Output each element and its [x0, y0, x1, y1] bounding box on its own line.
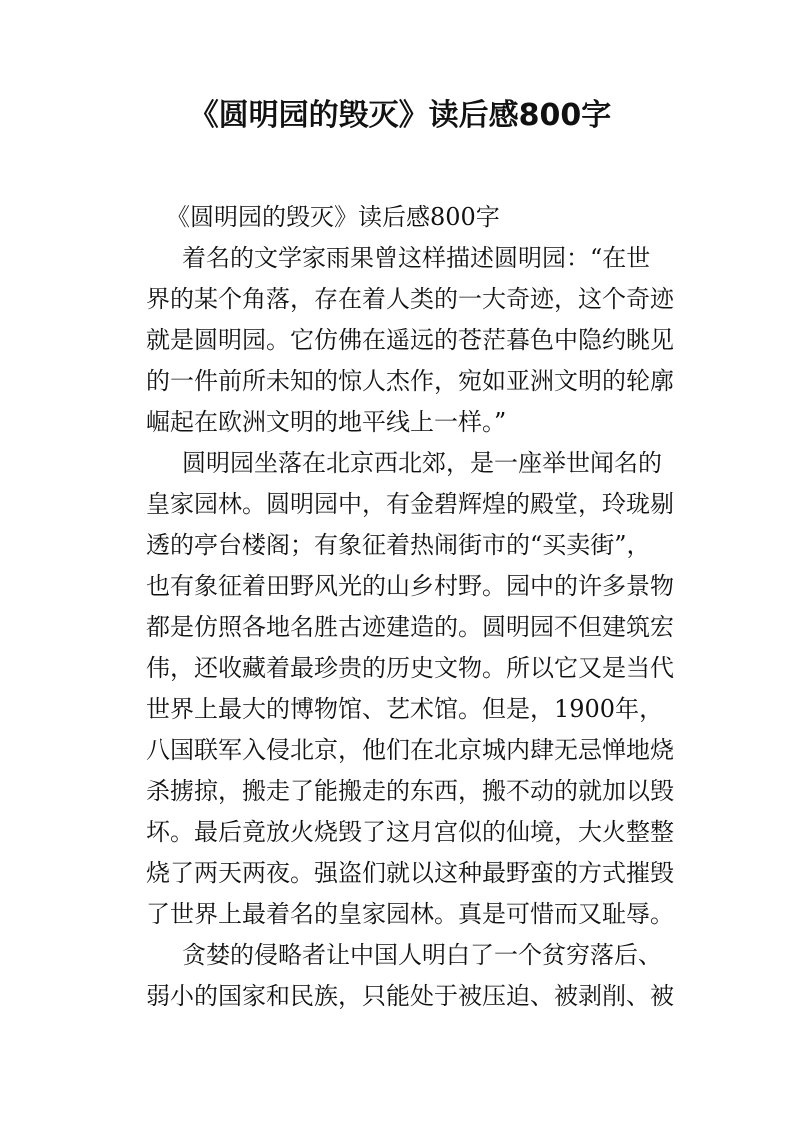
paragraph-line: 着名的文学家雨果曾这样描述圆明园：“在世: [182, 244, 651, 272]
paragraph-line: 世界上最大的博物馆、艺术馆。但是，1900年，: [146, 695, 664, 723]
paragraph-line: 弱小的国家和民族，只能处于被压迫、被剥削、被: [146, 982, 674, 1010]
paragraph-line: 坏。最后竟放火烧毁了这月宫似的仙境，大火整整: [146, 818, 674, 846]
paragraph-line: 界的某个角落，存在着人类的一大奇迹，这个奇迹: [146, 285, 674, 313]
paragraph-line: 透的亭台楼阁；有象征着热闹街市的“买卖街”，: [146, 531, 651, 559]
paragraph-line: 也有象征着田野风光的山乡村野。园中的许多景物: [146, 572, 674, 600]
paragraph-line: 杀掳掠，搬走了能搬走的东西，搬不动的就加以毁: [146, 777, 674, 805]
paragraph-line: 皇家园林。圆明园中，有金碧辉煌的殿堂，玲珑剔: [146, 490, 674, 518]
paragraph-line: 都是仿照各地名胜古迹建造的。圆明园不但建筑宏: [146, 613, 674, 641]
paragraph-line: 八国联军入侵北京，他们在北京城内肆无忌惮地烧: [146, 736, 674, 764]
paragraph-line: 的一件前所未知的惊人杰作，宛如亚洲文明的轮廓: [146, 367, 674, 395]
paragraph-line: 了世界上最着名的皇家园林。真是可惜而又耻辱。: [146, 900, 674, 928]
paragraph-line: 伟，还收藏着最珍贵的历史文物。所以它又是当代: [146, 654, 674, 682]
document-body: [146, 197, 674, 1017]
paragraph-line: 崛起在欧洲文明的地平线上一样。”: [146, 408, 507, 436]
paragraph-line: 就是圆明园。它仿佛在遥远的苍茫暮色中隐约眺见: [146, 326, 674, 354]
paragraph-line: 烧了两天两夜。强盗们就以这种最野蛮的方式摧毁: [146, 859, 674, 887]
subtitle-line: 《圆明园的毁灭》读后感800字: [166, 203, 500, 231]
document-title: 《圆明园的毁灭》读后感800字: [188, 98, 612, 133]
paragraph-line: 贪婪的侵略者让中国人明白了一个贫穷落后、: [182, 941, 662, 969]
paragraph-line: 圆明园坐落在北京西北郊，是一座举世闻名的: [182, 449, 662, 477]
